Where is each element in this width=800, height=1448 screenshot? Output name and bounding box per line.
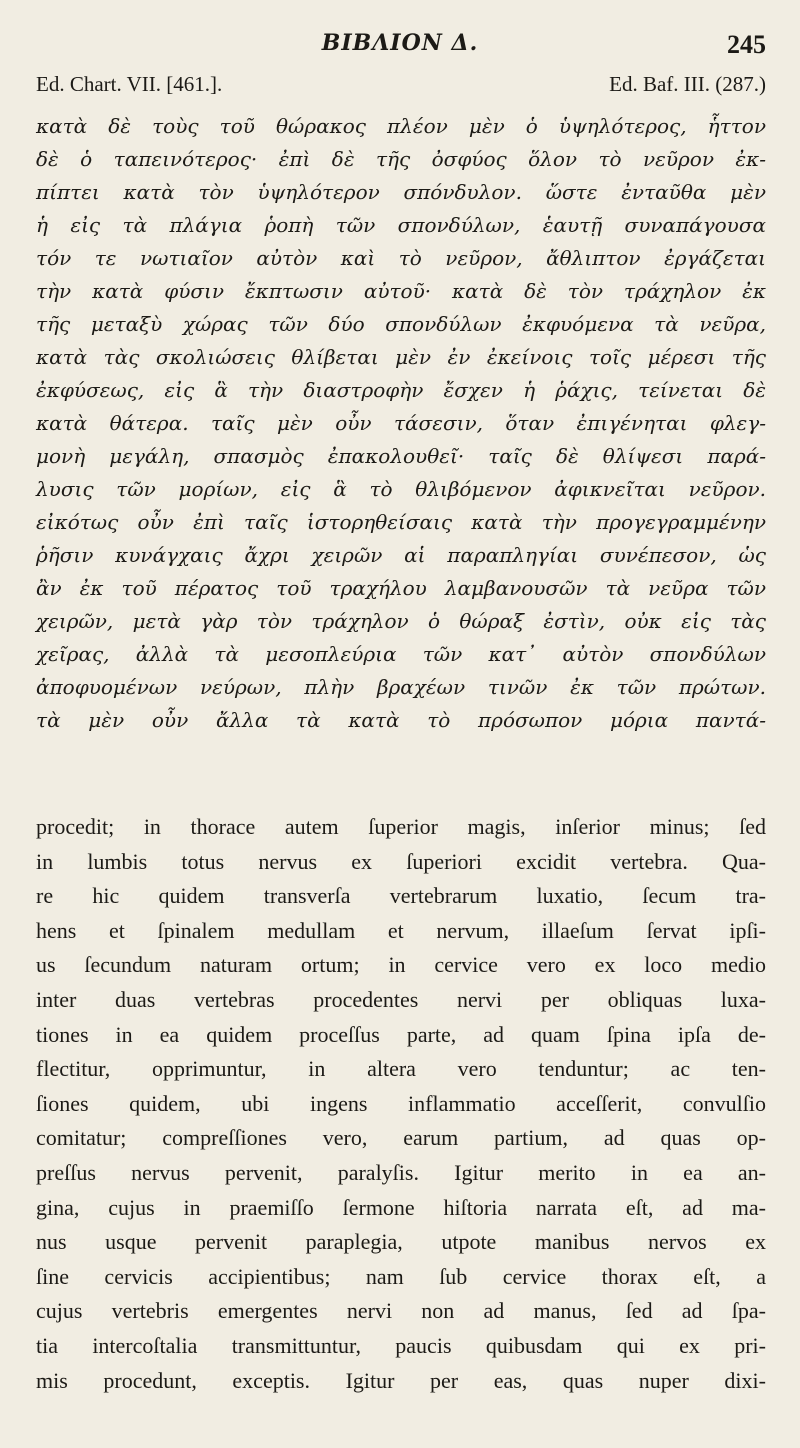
latin-text-line: in lumbis totus nervus ex ſuperiori excidit vertebra. Qua- bbox=[36, 848, 766, 874]
greek-text-line: τὴν κατὰ φύσιν ἔκπτωσιν αὐτοῦ· κατὰ δὲ τὸν τράχηλον ἐκ bbox=[36, 279, 766, 303]
greek-text-line: ἀποφυομένων νεύρων, πλὴν βραχέων τινῶν ἐκ τῶν πρώτων. bbox=[36, 675, 766, 699]
greek-text-line: κατὰ δὲ τοὺς τοῦ θώρακος πλέον μὲν ὁ ὑψηλότερος, ἧττον bbox=[36, 114, 766, 138]
latin-text-line: mis procedunt, exceptis. Igitur per eas, quas nuper dixi- bbox=[36, 1367, 766, 1393]
greek-text-line: λυσις τῶν μορίων, εἰς ἃ τὸ θλιβόμενον ἀφικνεῖται νεῦρον. bbox=[36, 477, 766, 501]
latin-text-line: cujus vertebris emergentes nervi non ad manus, ſed ad ſpa- bbox=[36, 1298, 766, 1324]
latin-text-line: hens et ſpinalem medullam et nervum, illaeſum ſervat ipſi- bbox=[36, 917, 766, 943]
edition-reference-left: Ed. Chart. VII. [461.]. bbox=[36, 72, 223, 96]
latin-text-line: procedit; in thorace autem ſuperior magis, inſerior minus; ſed bbox=[36, 814, 766, 839]
greek-text-line: ἐκφύσεως, εἰς ἃ τὴν διαστροφὴν ἔσχεν ἡ ῥάχις, τείνεται δὲ bbox=[36, 378, 766, 402]
latin-text-line: ſine cervicis accipientibus; nam ſub cervice thorax eſt, a bbox=[36, 1263, 766, 1289]
greek-text-line: χεῖρας, ἀλλὰ τὰ μεσοπλεύρια τῶν κατ᾽ αὐτὸν σπονδύλων bbox=[36, 642, 766, 666]
latin-text-line: preſſus nervus pervenit, paralyſis. Igitur merito in ea an- bbox=[36, 1159, 766, 1185]
latin-text-line: inter duas vertebras procedentes nervi per obliquas luxa- bbox=[36, 986, 766, 1012]
greek-text-line: κατὰ θάτερα. ταῖς μὲν οὖν τάσεσιν, ὅταν ἐπιγένηται φλεγ- bbox=[36, 411, 766, 435]
greek-text-line: ἡ εἰς τὰ πλάγια ῥοπὴ τῶν σπονδύλων, ἑαυτῇ συναπάγουσα bbox=[36, 213, 766, 237]
latin-text-line: us ſecundum naturam ortum; in cervice vero ex loco medio bbox=[36, 952, 766, 978]
greek-text-line: τόν τε νωτιαῖον αὐτὸν καὶ τὸ νεῦρον, ἄθλιπτον ἐργάζεται bbox=[36, 246, 766, 270]
latin-text-line: comitatur; compreſſiones vero, earum partium, ad quas op- bbox=[36, 1125, 766, 1151]
latin-text-line: ſiones quidem, ubi ingens inflammatio acceſſerit, convulſio bbox=[36, 1090, 766, 1116]
greek-text-line: μονὴ μεγάλη, σπασμὸς ἐπακολουθεῖ· ταῖς δὲ θλίψεσι παρά- bbox=[36, 444, 766, 468]
latin-text-line: gina, cujus in praemiſſo ſermone hiſtoria narrata eſt, ad ma- bbox=[36, 1194, 766, 1220]
greek-text-line: χειρῶν, μετὰ γὰρ τὸν τράχηλον ὁ θώραξ ἐστὶν, οὐκ εἰς τὰς bbox=[36, 609, 766, 633]
running-title: BIBΛΙΟΝ Δ. bbox=[321, 30, 479, 56]
latin-text-line: nus usque pervenit paraplegia, utpote manibus nervos ex bbox=[36, 1229, 766, 1255]
greek-text-line: τὰ μὲν οὖν ἄλλα τὰ κατὰ τὸ πρόσωπον μόρια παντά- bbox=[36, 708, 766, 732]
greek-text-column bbox=[36, 110, 766, 737]
edition-reference-right: Ed. Baf. III. (287.) bbox=[609, 72, 766, 96]
page-number: 245 bbox=[727, 30, 766, 59]
greek-text-line: πίπτει κατὰ τὸν ὑψηλότερον σπόνδυλον. ὥστε ἐνταῦθα μὲν bbox=[36, 180, 766, 204]
greek-text-line: τῆς μεταξὺ χώρας τῶν δύο σπονδύλων ἐκφυόμενα τὰ νεῦρα, bbox=[36, 312, 766, 336]
latin-text-line: tiones in ea quidem proceſſus parte, ad quam ſpina ipſa de- bbox=[36, 1021, 766, 1047]
latin-text-line: re hic quidem transverſa vertebrarum luxatio, ſecum tra- bbox=[36, 883, 766, 909]
greek-text-line: ἂν ἐκ τοῦ πέρατος τοῦ τραχήλου λαμβανουσῶν τὰ νεῦρα τῶν bbox=[36, 576, 766, 600]
greek-text-line: ῥῆσιν κυνάγχαις ἄχρι χειρῶν αἱ παραπληγίαι συνέπεσον, ὡς bbox=[36, 543, 766, 567]
greek-text-line: εἰκότως οὖν ἐπὶ ταῖς ἱστορηθείσαις κατὰ τὴν προγεγραμμένην bbox=[36, 510, 766, 534]
greek-text-line: δὲ ὁ ταπεινότερος· ἐπὶ δὲ τῆς ὀσφύος ὅλον τὸ νεῦρον ἐκ- bbox=[36, 147, 766, 171]
latin-text-line: flectitur, opprimuntur, in altera vero tenduntur; ac ten- bbox=[36, 1056, 766, 1082]
latin-text-line: tia intercoſtalia transmittuntur, paucis quibusdam qui ex pri- bbox=[36, 1332, 766, 1358]
latin-text-column bbox=[36, 810, 766, 1398]
greek-text-line: κατὰ τὰς σκολιώσεις θλίβεται μὲν ἐν ἐκείνοις τοῖς μέρεσι τῆς bbox=[36, 345, 766, 369]
